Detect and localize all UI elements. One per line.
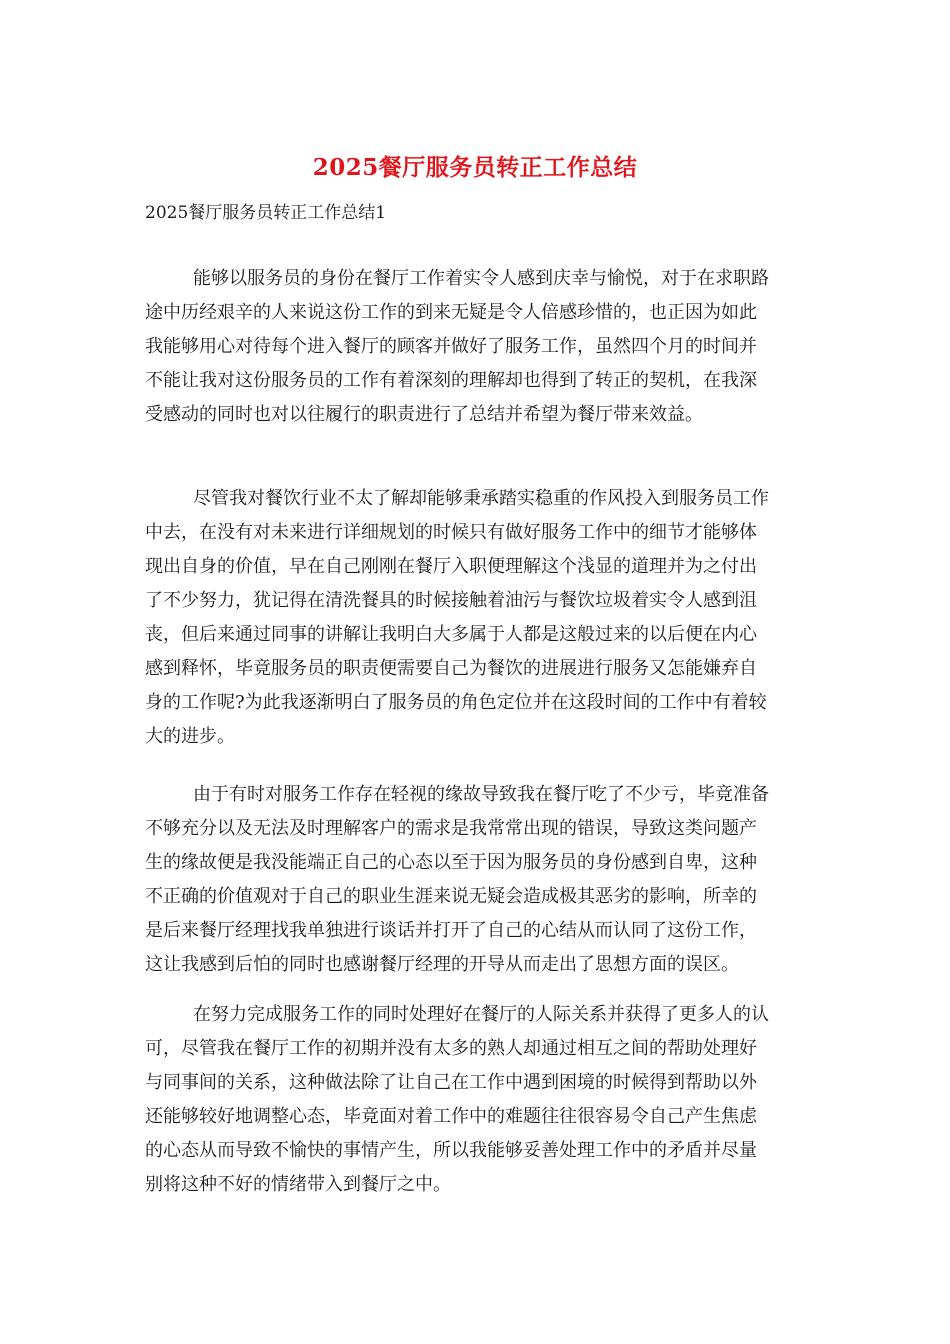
paragraph-line: 中去，在没有对未来进行详细规划的时候只有做好服务工作中的细节才能够体 (145, 522, 757, 543)
paragraph-line: 还能够较好地调整心态，毕竟面对着工作中的难题往往很容易令自己产生焦虑 (145, 1106, 757, 1127)
paragraph-line: 大的进步。 (145, 726, 235, 747)
paragraph-2 (145, 482, 813, 754)
paragraph-line: 生的缘故便是我没能端正自己的心态以至于因为服务员的身份感到自卑，这种 (145, 852, 757, 873)
paragraph-line: 由于有时对服务工作存在轻视的缘故导致我在餐厅吃了不少亏，毕竟准备 (193, 784, 769, 805)
paragraph-line: 途中历经艰辛的人来说这份工作的到来无疑是令人倍感珍惜的，也正因为如此 (145, 302, 757, 323)
paragraph-line: 感到释怀，毕竟服务员的职责便需要自己为餐饮的进展进行服务又怎能嫌弃自 (145, 658, 757, 679)
paragraph-line: 的心态从而导致不愉快的事情产生，所以我能够妥善处理工作中的矛盾并尽量 (145, 1140, 757, 1161)
paragraph-line: 这让我感到后怕的同时也感谢餐厅经理的开导从而走出了思想方面的误区。 (145, 954, 739, 975)
paragraph-line: 是后来餐厅经理找我单独进行谈话并打开了自己的心结从而认同了这份工作， (145, 920, 757, 941)
paragraph-line: 不够充分以及无法及时理解客户的需求是我常常出现的错误，导致这类问题产 (145, 818, 757, 839)
paragraph-1 (145, 262, 813, 432)
paragraph-line: 可，尽管我在餐厅工作的初期并没有太多的熟人却通过相互之间的帮助处理好 (145, 1038, 757, 1059)
paragraph-line: 现出自身的价值，早在自己刚刚在餐厅入职便理解这个浅显的道理并为之付出 (145, 556, 757, 577)
paragraph-line: 受感动的同时也对以往履行的职责进行了总结并希望为餐厅带来效益。 (145, 404, 703, 425)
section-heading: 2025餐厅服务员转正工作总结1 (145, 203, 387, 223)
document-title: 2025餐厅服务员转正工作总结 (312, 154, 638, 181)
paragraph-4 (145, 998, 813, 1202)
paragraph-line: 在努力完成服务工作的同时处理好在餐厅的人际关系并获得了更多人的认 (193, 1004, 769, 1025)
paragraph-line: 身的工作呢?为此我逐渐明白了服务员的角色定位并在这段时间的工作中有着较 (145, 692, 767, 713)
paragraph-line: 了不少努力，犹记得在清洗餐具的时候接触着油污与餐饮垃圾着实令人感到沮 (145, 590, 757, 611)
paragraph-line: 能够以服务员的身份在餐厅工作着实令人感到庆幸与愉悦，对于在求职路 (193, 268, 769, 289)
paragraph-line: 与同事间的关系，这种做法除了让自己在工作中遇到困境的时候得到帮助以外 (145, 1072, 757, 1093)
paragraph-line: 尽管我对餐饮行业不太了解却能够秉承踏实稳重的作风投入到服务员工作 (193, 488, 769, 509)
paragraph-line: 我能够用心对待每个进入餐厅的顾客并做好了服务工作，虽然四个月的时间并 (145, 336, 757, 357)
paragraph-3 (145, 778, 813, 982)
paragraph-line: 丧，但后来通过同事的讲解让我明白大多属于人都是这般过来的以后便在内心 (145, 624, 757, 645)
paragraph-line: 不正确的价值观对于自己的职业生涯来说无疑会造成极其恶劣的影响，所幸的 (145, 886, 757, 907)
paragraph-line: 别将这种不好的情绪带入到餐厅之中。 (145, 1174, 451, 1195)
paragraph-line: 不能让我对这份服务员的工作有着深刻的理解却也得到了转正的契机，在我深 (145, 370, 757, 391)
